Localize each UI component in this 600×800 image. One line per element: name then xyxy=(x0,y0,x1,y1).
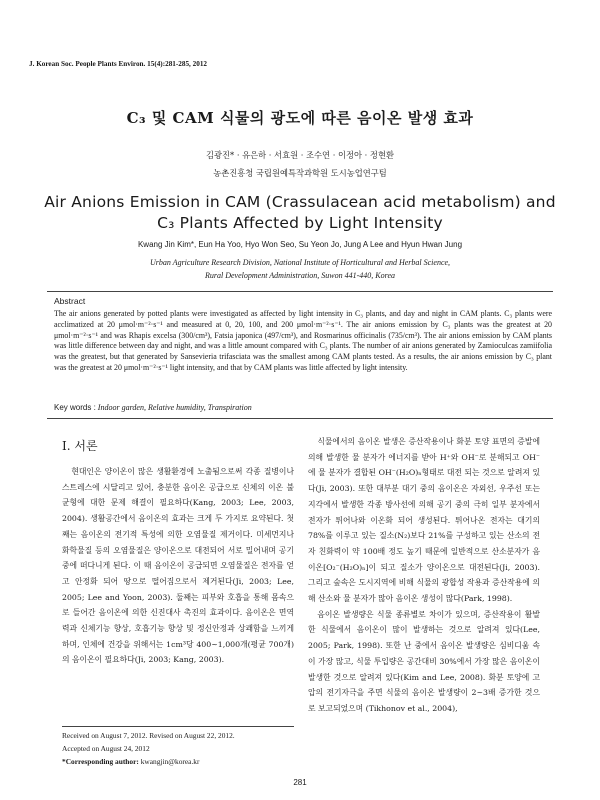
keywords-values: Indoor garden, Relative humidity, Transpiration xyxy=(97,403,252,412)
abstract-bottom-rule xyxy=(47,418,553,419)
page-number: 281 xyxy=(293,778,307,787)
footnote-dates-line2: Accepted on August 24, 2012 xyxy=(62,744,150,753)
abstract-heading: Abstract xyxy=(54,296,86,306)
keywords xyxy=(54,403,252,412)
english-title-line1: Air Anions Emission in CAM (Crassulacean acid metabolism) and xyxy=(44,193,556,211)
footnote-dates-line1: Received on August 7, 2012. Revised on August 22, 2012. xyxy=(62,731,235,740)
footnotes xyxy=(62,726,294,768)
korean-affiliation: 농촌진흥청 국립원예특작과학원 도시농업연구팀 xyxy=(213,168,387,178)
keywords-label: Key words : xyxy=(54,403,96,412)
english-affiliation xyxy=(0,256,600,282)
english-title-line2: C₃ Plants Affected by Light Intensity xyxy=(157,214,443,232)
abstract-body xyxy=(54,309,552,374)
abstract-text: The air anions generated by potted plants were investigated as affected by light intensity in C₃ plants, and day and night in CAM plants. C₃ plants were acclimatized at 20 μmol·m⁻²·s⁻¹ and measured at 0, 20, 100, and 200 μmol·m⁻²·s⁻¹. The air anions emission by C₃ plants was the greatest at 20 μmol·m⁻²·s⁻¹ and was Rhapis excelsa (300/cm³), Fatsia japonica (497/cm³), and Rosmarinus officinalis (735/cm³). The air anions emission by CAM plants was little difference between day and night, and was a little amount compared with C₃ plants. The number of air anions generated by Zamioculcas zamiifolia was the greatest, but that generated by Sansevieria trifasciata was the smallest among CAM plants tested. As a results, the air anions emission by C₃ plant was the greatest at 20 μmol·m⁻²·s⁻¹ light intensity, and that by CAM plants was little affected by light intensity. xyxy=(54,309,552,372)
english-affiliation-line2: Rural Development Administration, Suwon 441-440, Korea xyxy=(205,271,395,280)
section-heading-introduction: I. 서론 xyxy=(62,439,98,453)
left-column xyxy=(62,464,294,668)
journal-citation: J. Korean Soc. People Plants Environ. 15(4):281-285, 2012 xyxy=(29,60,208,68)
right-column xyxy=(308,434,540,717)
english-title xyxy=(0,192,600,234)
english-authors: Kwang Jin Kim*, Eun Ha Yoo, Hyo Won Seo, Su Yeon Jo, Jung A Lee and Hyun Hwan Jung xyxy=(137,240,463,249)
corresponding-email: kwangjin@korea.kr xyxy=(140,757,200,766)
intro-paragraph-1: 현대인은 양이온이 많은 생활환경에 노출됨으로써 각종 질병이나 스트레스에 시달리고 있어, 충분한 음이온 공급으로 신체의 이온 불균형에 대한 문제 해결이 필요하다(Kang, 2003; Lee, 2003, 2004). 생활공간에서 음이온의 효과는 크게 두 가지로 요약된다. 첫째는 음이온의 전기적 특성에 의한 오염물질 제거이다. 미세먼지나 화학물질 등의 오염물질은 양이온으로 대전되어 서로 밀어내며 공기 중에 떠다니게 된다. 이 때 음이온이 공급되면 오염물질은 전자를 얻고 안정화 되어 땅으로 떨어짐으로서 제거된다(Ji, 2003; Lee, 2005; Lee and Yoon, 2003). 둘째는 피부와 호흡을 통해 몸속으로 들어간 음이온에 의한 신진대사 촉진의 효과이다. 음이온은 면역력과 신체기능 향상, 호흡기능 향상 및 정신안정과 상쾌함을 느끼게 하며, 인체에 건강을 위해서는 1cm³당 400~1,000개(평균 700개)의 음이온이 필요하다(Ji, 2003; Kang, 2003). xyxy=(62,467,294,665)
intro-paragraph-3: 음이온 발생량은 식물 종류별로 차이가 있으며, 증산작용이 활발한 식물에서 음이온이 많이 발생하는 것으로 알려져 있다(Lee, 2005; Park, 1998). 또한 난 중에서 음이온 발생량은 심비디움 속이 가장 많고, 식물 투입량은 공간대비 30%에서 가장 많은 음이온이 발생한 것으로 알려져 있다(Kim and Lee, 2008). 화분 토양에 고압의 전기자극을 주면 식물의 음이온 발생량이 2~3배 증가한 것으로 보고되었으며 (Tikhonov et al., 2004), xyxy=(308,609,540,713)
footnote-rule xyxy=(62,726,294,727)
footnote-corresponding xyxy=(62,755,294,768)
english-affiliation-line1: Urban Agriculture Research Division, National Institute of Horticultural and Herbal Science, xyxy=(149,258,451,267)
intro-paragraph-2: 식물에서의 음이온 발생은 증산작용이나 화분 토양 표면의 증발에 의해 발생한 물 분자가 에너지를 받아 H⁺와 OH⁻로 분해되고 OH⁻에 물 분자가 결합된 OH⁻(H₂O)ₙ형태로 대전 되는 것으로 알려져 있다(Ji, 2003). 또한 대부분 대기 중의 음이온은 자외선, 우주선 또는 지각에서 발생한 각종 방사선에 의해 공기 중의 극히 일부 분자에서 전자가 튀어나와 이온화 되어 생성된다. 튀어나온 전자는 대기의 78%를 이루고 있는 질소(N₂)보다 21%를 구성하고 있는 산소의 전자 친화력이 약 100배 정도 높기 때문에 일반적으로 산소분자가 음이온[O₂⁻(H₂O)ₙ]이 되고 질소가 양이온으로 대전된다(Ji, 2003). 그리고 숲속은 도시지역에 비해 식물의 광합성 작용과 증산작용에 의해 산소와 물 분자가 많아 음이온 생성이 많다(Park, 1998). xyxy=(308,437,540,604)
korean-title: C₃ 및 CAM 식물의 광도에 따른 음이온 발생 효과 xyxy=(126,109,474,127)
abstract-top-rule xyxy=(47,291,553,292)
korean-authors: 김광진* · 유은하 · 서효원 · 조수연 · 이정아 · 정현환 xyxy=(206,150,394,160)
corresponding-label: *Corresponding author: xyxy=(62,757,139,766)
